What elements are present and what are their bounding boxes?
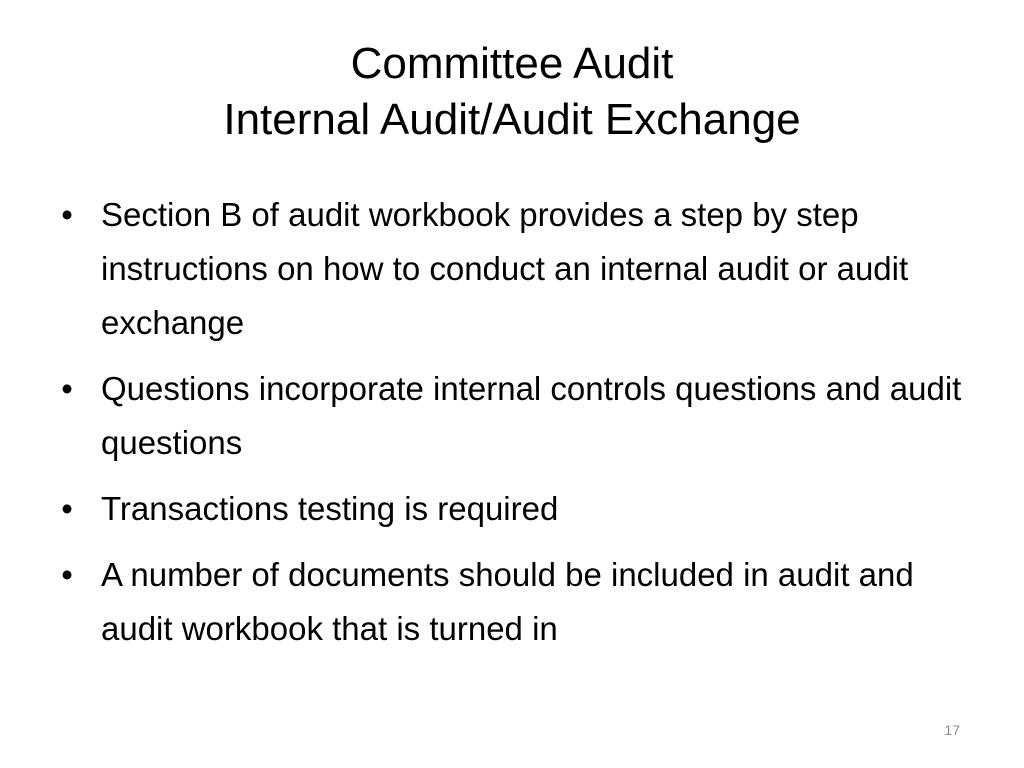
bullet-list bbox=[57, 188, 967, 668]
slide-title-line-2: Internal Audit/Audit Exchange bbox=[223, 95, 801, 144]
bullet-dot-icon: • bbox=[61, 196, 73, 233]
bullet-item bbox=[57, 188, 967, 350]
bullet-item bbox=[57, 548, 967, 656]
bullet-text: A number of documents should be included in audit and audit workbook that is turned in bbox=[101, 556, 914, 647]
bullet-text: Questions incorporate internal controls questions and audit questions bbox=[101, 370, 962, 461]
bullet-item bbox=[57, 362, 967, 470]
bullet-dot-icon: • bbox=[61, 490, 73, 527]
slide-title-line-1: Committee Audit bbox=[350, 39, 674, 88]
page-number: 17 bbox=[944, 722, 960, 738]
bullet-item bbox=[57, 482, 967, 536]
bullet-text: Section B of audit workbook provides a step by step instructions on how to conduct an internal audit or audit exchange bbox=[101, 196, 909, 341]
bullet-dot-icon: • bbox=[61, 556, 73, 593]
slide-title bbox=[60, 36, 964, 148]
bullet-dot-icon: • bbox=[61, 370, 73, 407]
bullet-text: Transactions testing is required bbox=[101, 490, 559, 527]
